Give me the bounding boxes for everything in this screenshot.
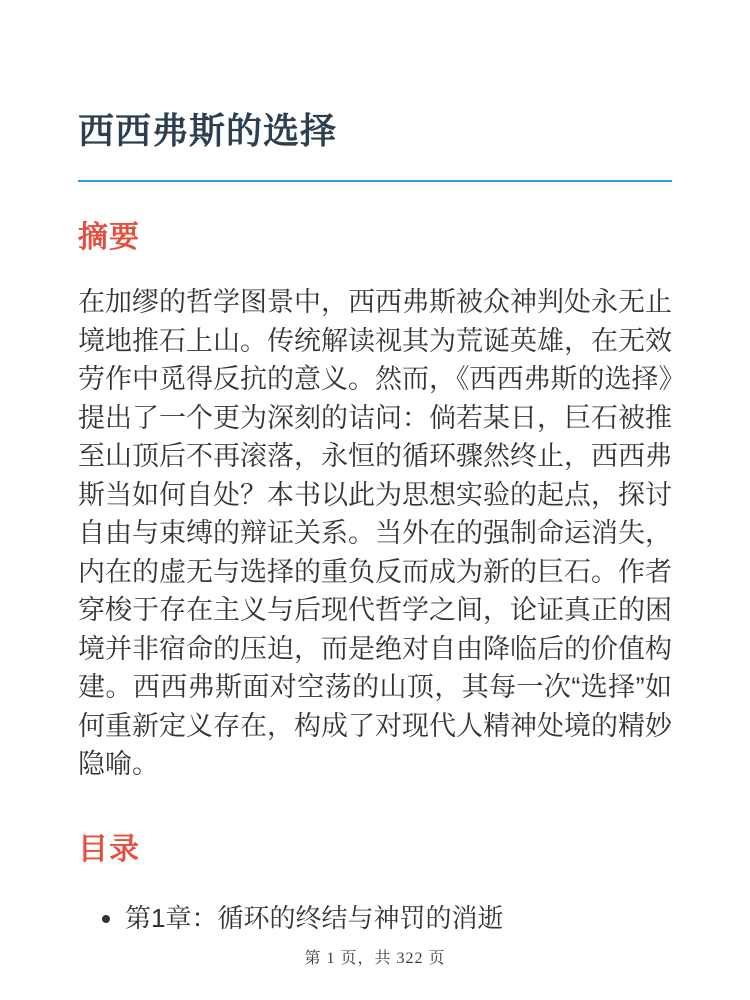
- toc-list: [78, 900, 672, 936]
- abstract-text: 在加缪的哲学图景中，西西弗斯被众神判处永无止境地推石上山。传统解读视其为荒诞英雄，在无效劳作中觅得反抗的意义。然而，《西西弗斯的选择》提出了一个更为深刻的诘问：倘若某日，巨石被推至山顶后不再滚落，永恒的循环骤然终止，西西弗斯当如何自处？本书以此为思想实验的起点，探讨自由与束缚的辩证关系。当外在的强制命运消失，内在的虚无与选择的重负反而成为新的巨石。作者穿梭于存在主义与后现代哲学之间，论证真正的困境并非宿命的压迫，而是绝对自由降临后的价值构建。西西弗斯面对空荡的山顶，其每一次“选择”如何重新定义存在，构成了对现代人精神处境的精妙隐喻。: [78, 287, 672, 780]
- abstract-heading: 摘要: [78, 221, 140, 255]
- page-number-indicator: 第 1 页，共 322 页: [304, 950, 446, 967]
- toc-item-chapter-1: • 第1章：循环的终结与神罚的消逝: [125, 900, 672, 936]
- title-divider: [78, 180, 672, 182]
- toc-heading: 目录: [78, 832, 140, 866]
- document-title: 西西弗斯的选择: [78, 110, 338, 151]
